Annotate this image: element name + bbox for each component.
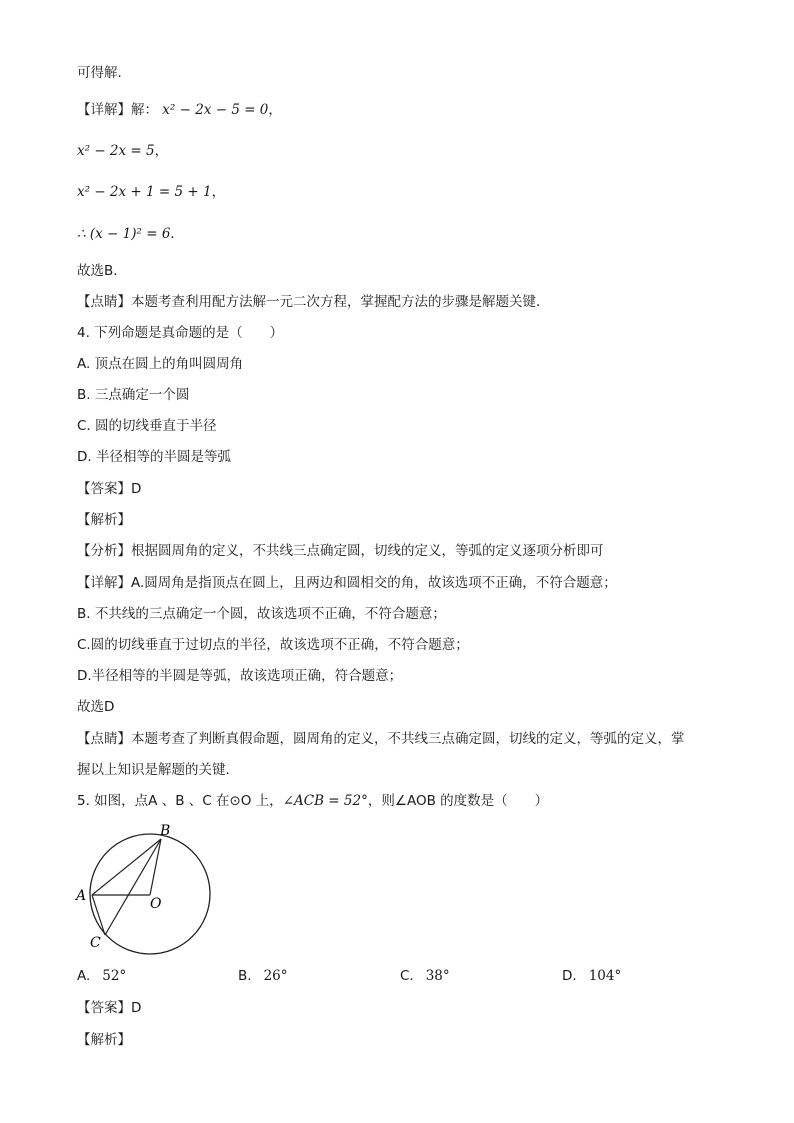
text: ，则∠AOB 的度数是（ ）: [367, 793, 549, 809]
equation: ∠ACB = 52°: [282, 793, 368, 809]
text-line: [77, 761, 239, 779]
text: A. 顶点在圆上的角叫圆周角: [77, 356, 244, 372]
text: 【答案】D: [77, 481, 142, 497]
option-letter: C.: [400, 968, 414, 984]
option-a: [77, 968, 126, 984]
option-value: 26°: [263, 968, 288, 984]
text: 【点睛】本题考查利用配方法解一元二次方程，掌握配方法的步骤是解题关键．: [77, 294, 550, 310]
option-d: [562, 968, 621, 984]
text: 故选D: [77, 699, 115, 715]
text-line: [77, 730, 685, 748]
punctuation: ，: [154, 143, 169, 159]
text: 5. 如图，点A 、B 、C 在⊙O 上，: [77, 793, 283, 809]
equation-line: [77, 142, 168, 160]
equation: x² − 2x = 5: [77, 143, 155, 159]
equation-line: [77, 225, 184, 243]
choice-line: [77, 417, 217, 435]
text-line: [77, 262, 127, 280]
option-c: [400, 968, 450, 984]
text: 【点睛】本题考查了判断真假命题，圆周角的定义，不共线三点确定圆，切线的定义，等弧的定义，掌: [77, 731, 685, 747]
text-line: [77, 698, 114, 716]
label-b: B: [160, 823, 171, 839]
text: 【答案】D: [77, 1000, 142, 1016]
text-line: [77, 293, 550, 311]
text: D. 半径相等的半圆是等弧: [77, 449, 231, 465]
circle-geometry-figure: [72, 822, 217, 957]
option-b: [238, 968, 288, 984]
punctuation: ，: [211, 184, 226, 200]
text: 【详解】A.圆周角是指顶点在圆上，且两边和圆相交的角，故该选项不正确，不符合题意；: [77, 575, 617, 591]
segment-cb: [105, 839, 161, 935]
option-letter: D.: [562, 968, 577, 984]
text: 握以上知识是解题的关键．: [77, 762, 239, 778]
text: C.圆的切线垂直于过切点的半径，故该选项不正确，不符合题意；: [77, 637, 469, 653]
analysis-heading: [77, 1031, 131, 1049]
text-line: [77, 636, 469, 654]
solution-line: [77, 101, 282, 119]
punctuation: ，: [268, 102, 282, 118]
text: 【解析】: [77, 1032, 131, 1048]
equation: ∴ (x − 1)² = 6: [77, 226, 171, 242]
text: 4. 下列命题是真命题的是（ ）: [77, 325, 284, 341]
text: 可得解．: [77, 65, 131, 81]
text: B. 三点确定一个圆: [77, 387, 190, 403]
text-line: [77, 574, 617, 592]
equation: x² − 2x + 1 = 5 + 1: [77, 184, 212, 200]
text: 【解析】: [77, 512, 131, 528]
option-value: 38°: [425, 968, 450, 984]
text-line: [77, 605, 446, 623]
option-value: 104°: [588, 968, 622, 984]
choice-line: [77, 355, 243, 373]
answer-line: [77, 480, 141, 498]
choice-line: [77, 448, 231, 466]
text: 【分析】根据圆周角的定义，不共线三点确定圆，切线的定义，等弧的定义逐项分析即可: [77, 543, 604, 559]
punctuation: ．: [170, 226, 184, 242]
text-line: [77, 667, 402, 685]
option-letter: B.: [238, 968, 252, 984]
text-line: [77, 542, 604, 560]
label-c: C: [90, 935, 101, 951]
label-o: O: [150, 896, 162, 912]
choice-line: [77, 386, 189, 404]
text: D.半径相等的半圆是等弧，故该选项正确，符合题意；: [77, 668, 403, 684]
text-line: [77, 64, 131, 82]
analysis-heading: [77, 511, 131, 529]
label-a: A: [76, 888, 87, 904]
text: 故选B．: [77, 263, 127, 279]
option-value: 52°: [102, 968, 127, 984]
equation: x² − 2x − 5 = 0: [162, 102, 269, 118]
segment-ab: [92, 839, 161, 895]
text: C. 圆的切线垂直于半径: [77, 418, 217, 434]
answer-line: [77, 999, 141, 1017]
section-tag: 【详解】解：: [77, 102, 158, 118]
question-title: [77, 324, 283, 342]
equation-line: [77, 183, 225, 201]
question-title: [77, 792, 548, 810]
option-letter: A.: [77, 968, 91, 984]
text: B. 不共线的三点确定一个圆，故该选项不正确，不符合题意；: [77, 606, 446, 622]
